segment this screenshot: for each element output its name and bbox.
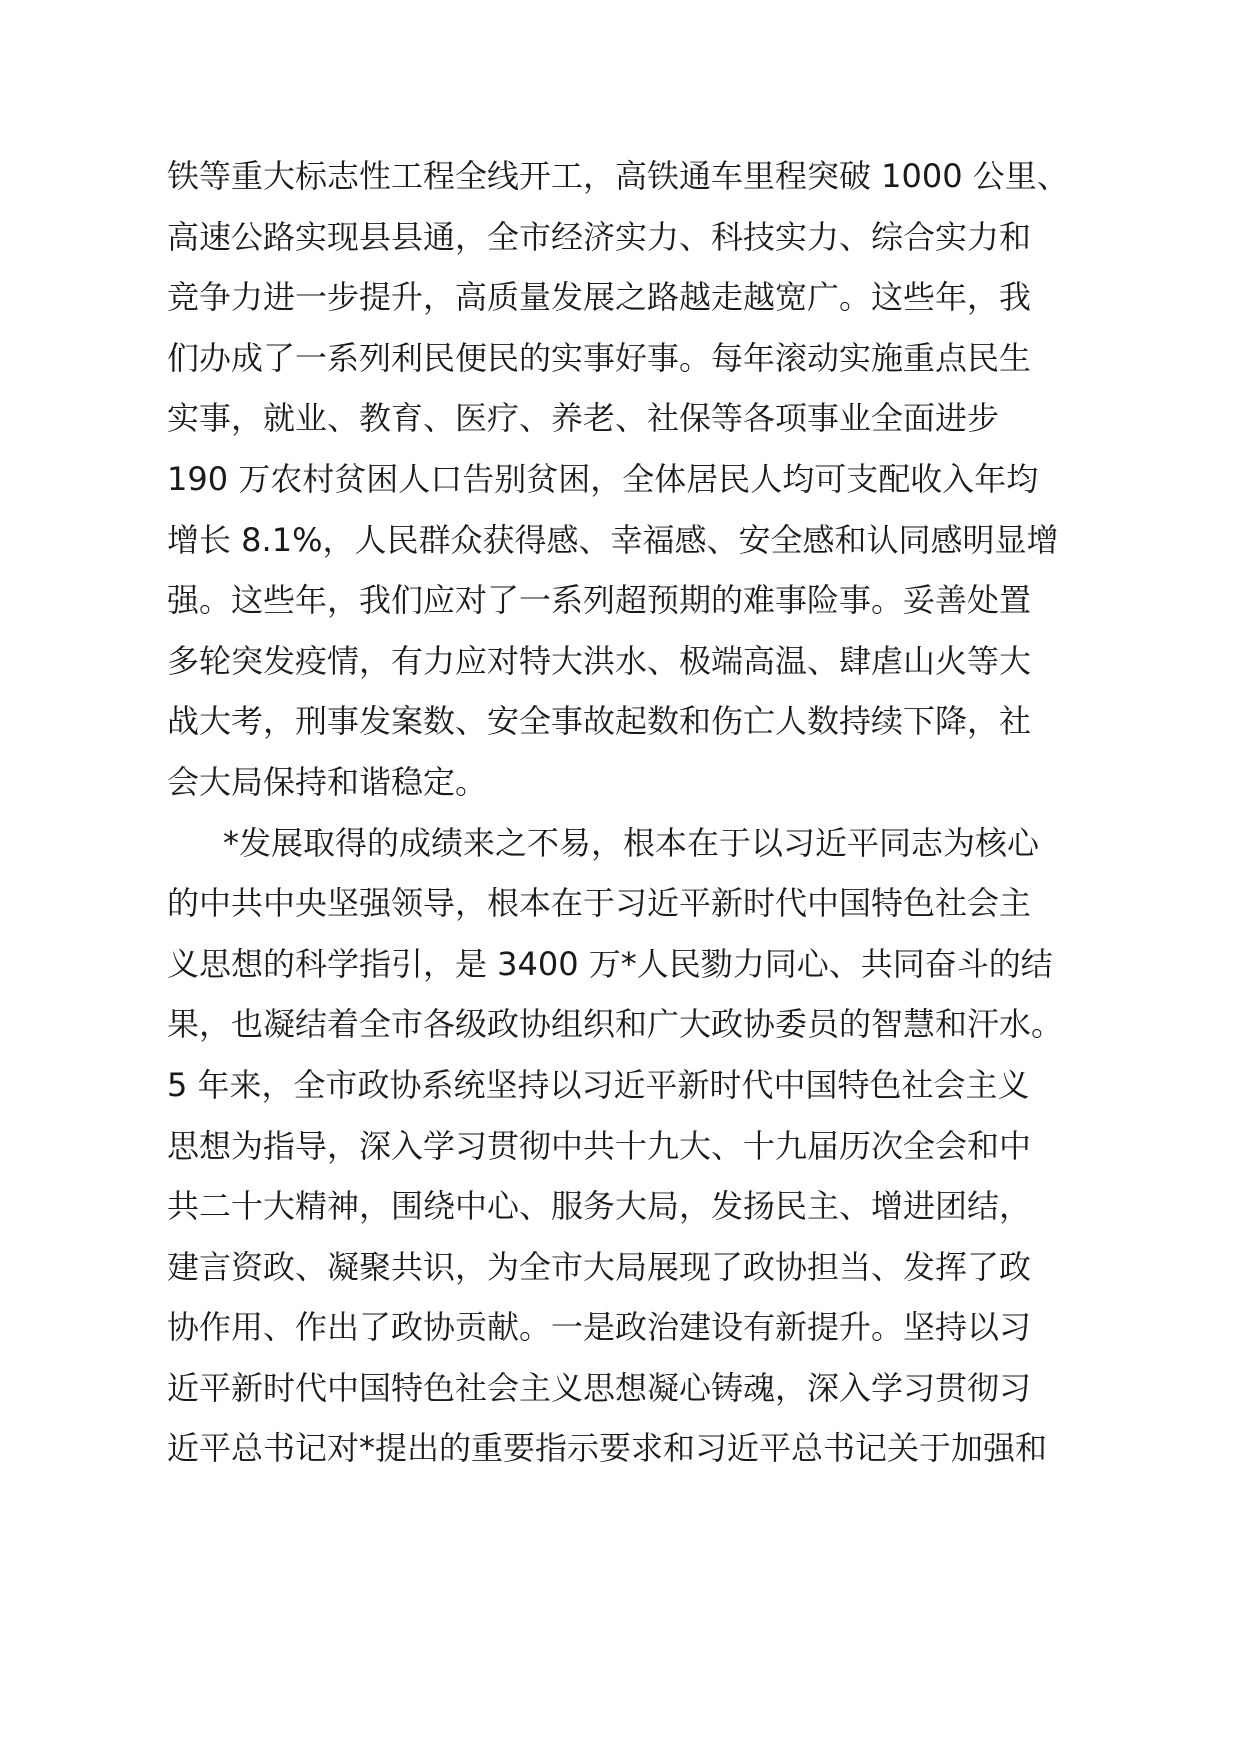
text-line: 们办成了一系列利民便民的实事好事。每年滚动实施重点民生: [167, 338, 1032, 377]
text-line: 5 年来，全市政协系统坚持以习近平新时代中国特色社会主义: [167, 1065, 1030, 1104]
text-line: 190 万农村贫困人口告别贫困，全体居民人均可支配收入年均: [167, 459, 1039, 498]
text-line: 的中共中央坚强领导，根本在于习近平新时代中国特色社会主: [167, 884, 1032, 923]
text-line: 强。这些年，我们应对了一系列超预期的难事险事。妥善处置: [167, 581, 1032, 620]
text-line: 协作用、作出了政协贡献。一是政治建设有新提升。坚持以习: [167, 1308, 1032, 1347]
text-line: 实事，就业、教育、医疗、养老、社保等各项事业全面进步: [167, 399, 1000, 438]
body-text: [167, 146, 1069, 1479]
text-line: 近平总书记对*提出的重要指示要求和习近平总书记关于加强和: [167, 1429, 1048, 1468]
text-line: 会大局保持和谐稳定。: [167, 762, 488, 801]
text-line: 共二十大精神，围绕中心、服务大局，发扬民主、增进团结，: [167, 1187, 1032, 1226]
paragraph-first-line: *发展取得的成绩来之不易，根本在于以习近平同志为核心: [223, 823, 1040, 862]
text-line: 近平新时代中国特色社会主义思想凝心铸魂，深入学习贯彻习: [167, 1368, 1032, 1407]
text-line: 竞争力进一步提升，高质量发展之路越走越宽广。这些年，我: [167, 278, 1032, 317]
text-line: 铁等重大标志性工程全线开工，高铁通车里程突破 1000 公里、: [167, 157, 1069, 195]
text-line: 果，也凝结着全市各级政协组织和广大政协委员的智慧和汗水。: [167, 1005, 1064, 1044]
text-line: 建言资政、凝聚共识，为全市大局展现了政协担当、发挥了政: [167, 1247, 1032, 1286]
text-line: 思想为指导，深入学习贯彻中共十九大、十九届历次全会和中: [167, 1126, 1032, 1165]
text-line: 增长 8.1%，人民群众获得感、幸福感、安全感和认同感明显增: [167, 520, 1059, 559]
text-line: 多轮突发疫情，有力应对特大洪水、极端高温、肆虐山火等大: [167, 641, 1032, 680]
text-line: 战大考，刑事发案数、安全事故起数和伤亡人数持续下降，社: [167, 702, 1032, 741]
text-line: 义思想的科学指引，是 3400 万*人民勠力同心、共同奋斗的结: [167, 944, 1053, 983]
text-line: 高速公路实现县县通，全市经济实力、科技实力、综合实力和: [167, 217, 1032, 256]
